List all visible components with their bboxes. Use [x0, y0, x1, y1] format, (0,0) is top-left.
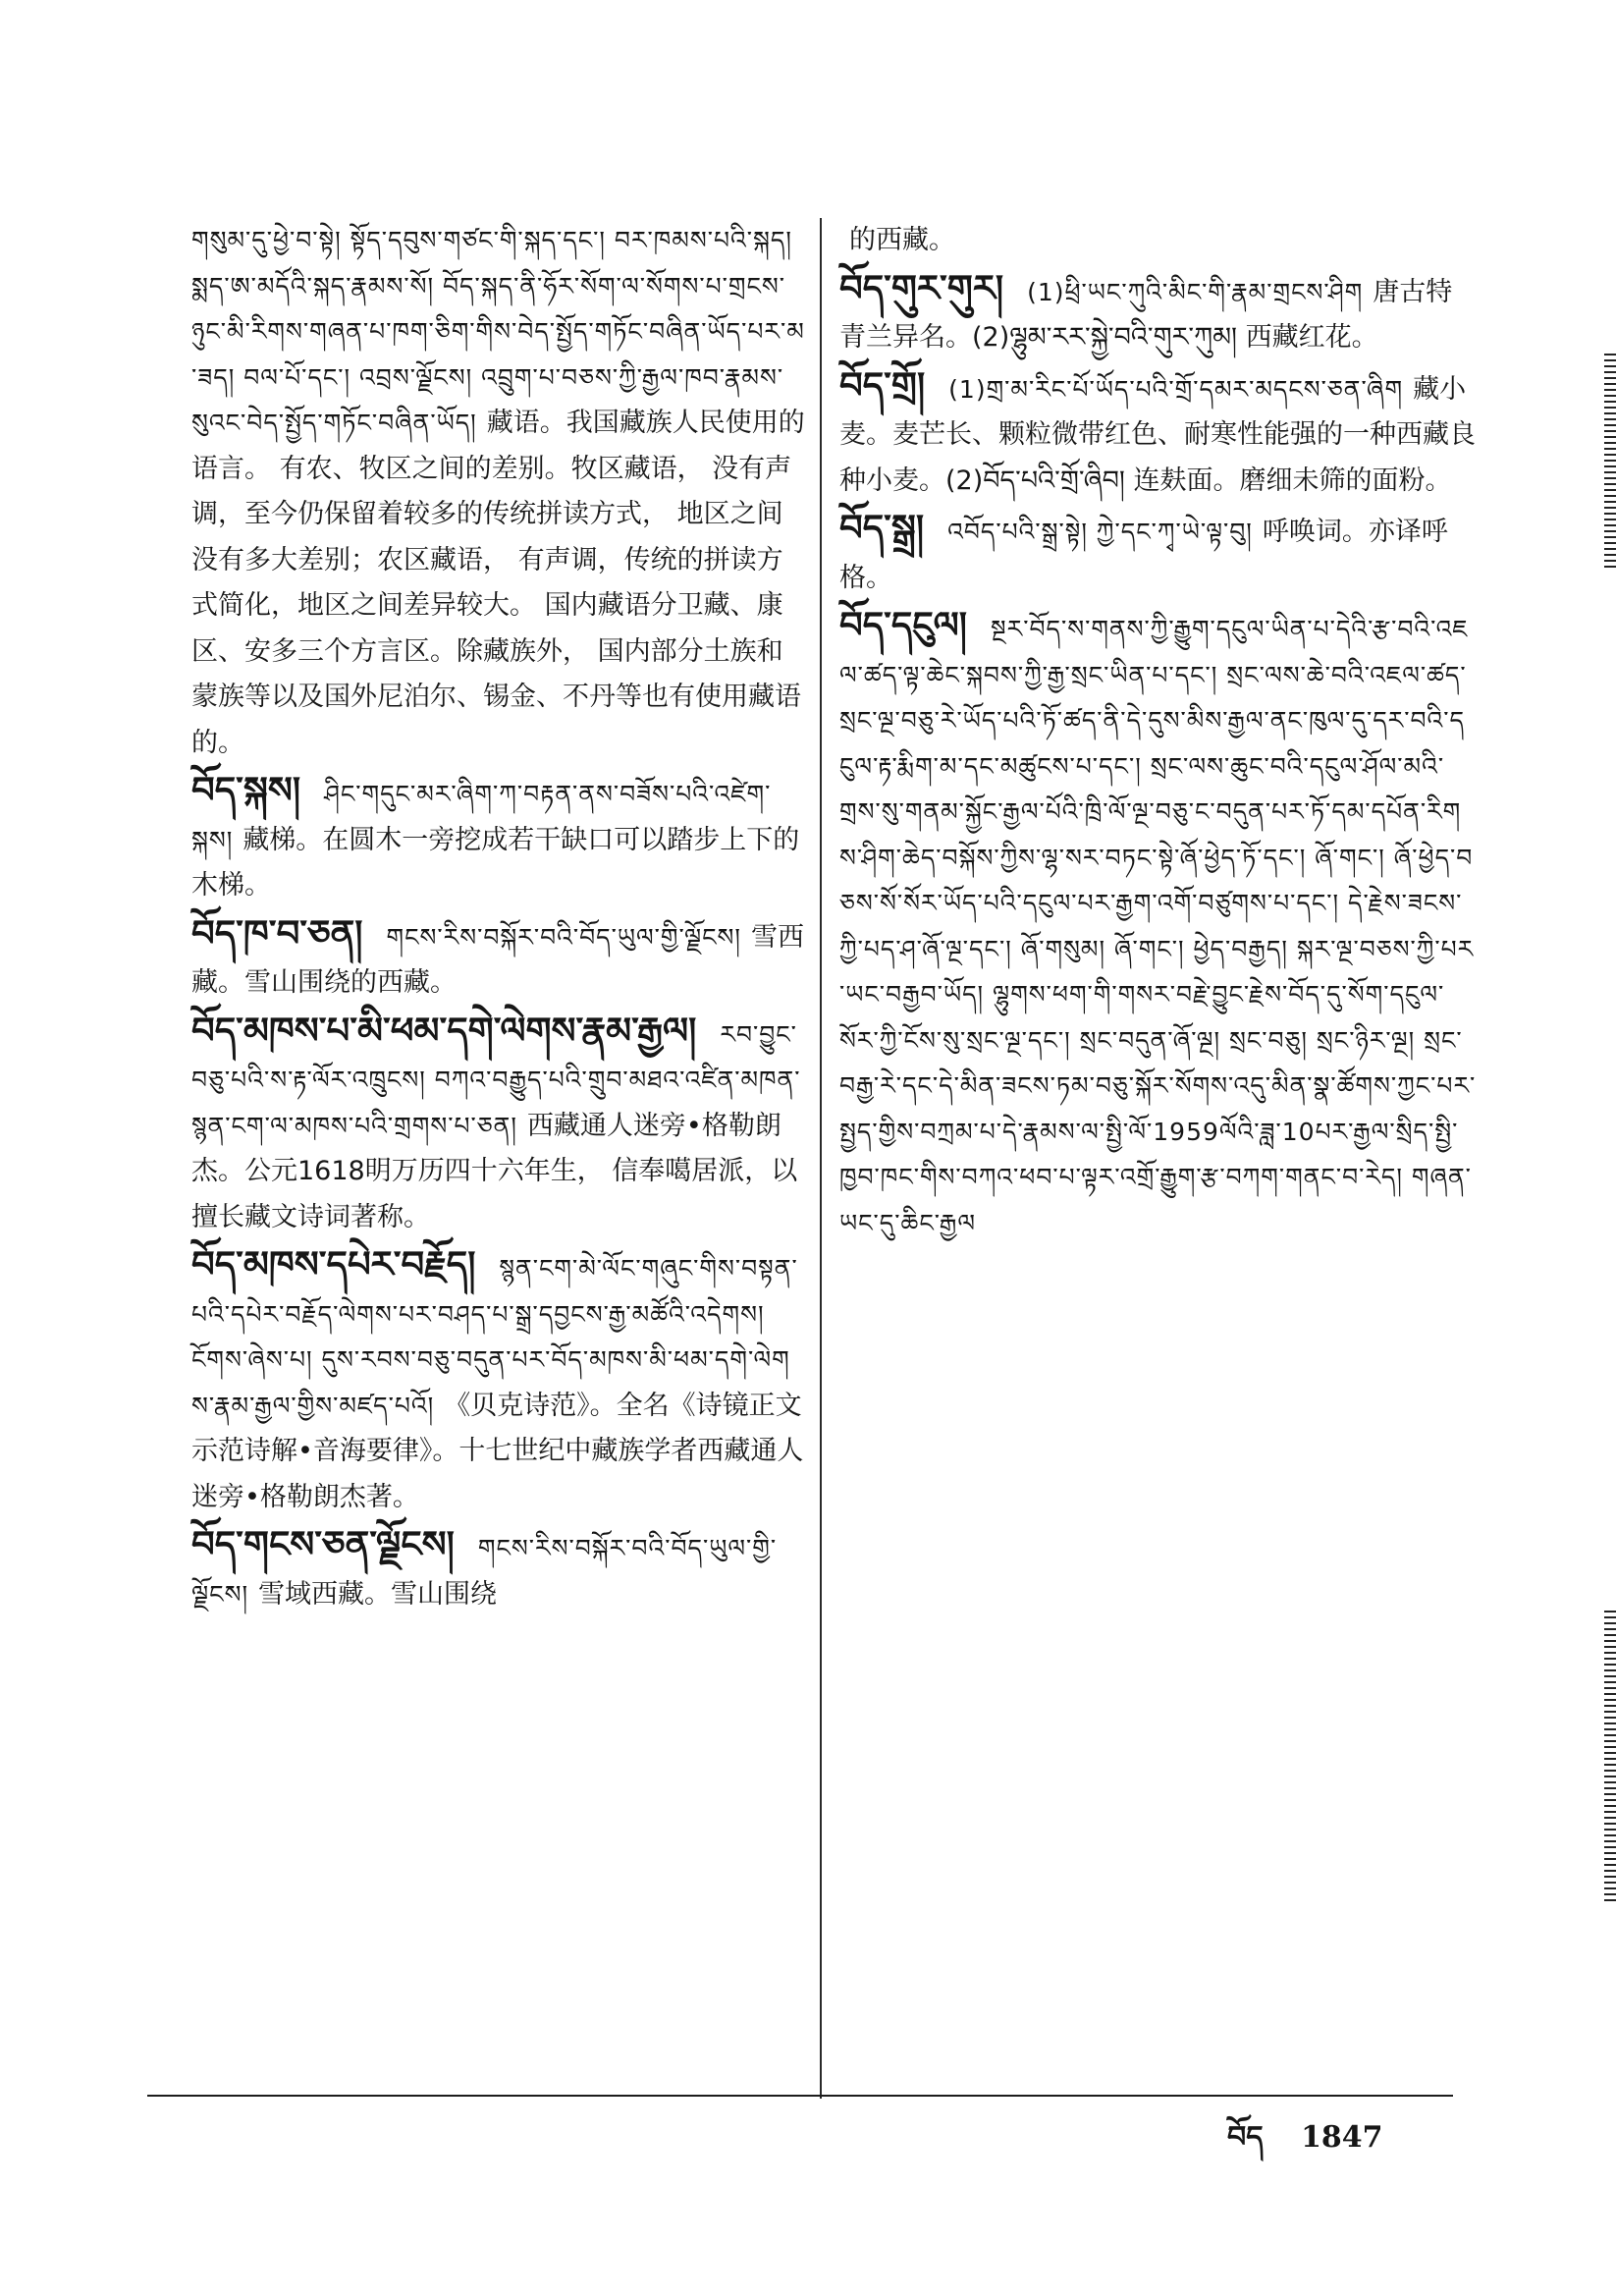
entry-tibetan-definition: གསུམ་དུ་ཕྱེ་བ་སྟེ། སྟོད་དབུས་གཙང་གི་སྐད་དང་། བར་ཁམས་པའི་སྐད། སྨད་ཨ་མདོའི་སྐད་རྣམས་སོ། བོད་སྐད་ནི་ཧོར་སོག་ལ་སོགས་པ་གྲངས་ཉུང་མི་རིགས་གཞན་པ་ཁག་ཅིག་གིས་བེད་སྤྱོད་གཏོང་བཞིན་ཡོད་པར་མ་ཟད། བལ་པོ་དང་། འབྲས་ལྗོངས། འབྲུག་པ་བཅས་ཀྱི་རྒྱལ་ཁབ་རྣམས་སུའང་བེད་སྤྱོད་གཏོང་བཞིན་ཡོད། [191, 226, 805, 437]
dictionary-entry [839, 266, 1478, 361]
column-divider [820, 218, 822, 2099]
dictionary-entry [191, 218, 805, 766]
running-head-word: བོད [1227, 2120, 1264, 2155]
entry-tibetan-definition: ཤིང་གདུང་མར་ཞིག་ཀ་བརྟན་ནས་བཟོས་པའི་འཛེག་སྐས། [191, 780, 772, 854]
entry-tibetan-definition: རབ་བྱུང་བཅུ་པའི་ས་རྟ་ལོར་འཁྲུངས། བཀའ་བརྒྱུད་པའི་གྲུབ་མཐའ་འཛིན་མཁན་སྙན་ངག་ལ་མཁས་པའི་གྲགས་པ་ཅན། [191, 1019, 801, 1140]
entry-tibetan-definition: གངས་རིས་བསྐོར་བའི་བོད་ཡུལ་གྱི་ལྗོངས། [386, 922, 741, 952]
entry-headword: བོད་སྐས། [191, 769, 301, 811]
entry-tibetan-definition: (1)ཕྲི་ཡང་ཀུའི་མིང་གི་རྣམ་གྲངས་ཤིག [1027, 277, 1364, 306]
entry-tibetan-definition: (1)གྲ་མ་རིང་པོ་ཡོད་པའི་གྲོ་དམར་མདངས་ཅན་ཞིག [948, 374, 1404, 404]
entry-chinese-definition: 藏小麦。麦芒长、颗粒微带红色、耐寒性能强的一种西藏良种小麦。(2)བོད་པའི་གྲོ་ཞིབ། 连麸面。磨细未筛的面粉。 [839, 373, 1476, 496]
entry-chinese-definition: 藏梯。在圆木一旁挖成若干缺口可以踏步上下的木梯。 [191, 824, 800, 901]
dictionary-entry [191, 1242, 805, 1520]
entry-tibetan-definition: འབོད་པའི་སྒྲ་སྟེ། ཀྱེ་དང་ཀྭ་ཡེ་ལྟ་བུ། [947, 518, 1253, 546]
entry-headword: བོད་གུར་གུར། [839, 266, 1004, 309]
entry-headword: བོད་ཁ་བ་ཅན། [191, 911, 363, 955]
dictionary-entry [191, 911, 805, 1007]
right-column [839, 218, 1478, 1248]
entry-tibetan-definition: སྙན་ངག་མེ་ལོང་གཞུང་གིས་བསྟན་པའི་དཔེར་བརྗོད་ལེགས་པར་བཤད་པ་སྒྲ་དབྱངས་རྒྱ་མཚོའི་འདེགས། ངོགས་ཞེས་པ། དུས་རབས་བཅུ་བདུན་པར་བོད་མཁས་མི་ཕམ་དགེ་ལེགས་རྣམ་རྒྱལ་གྱིས་མཛད་པའོ། [191, 1254, 798, 1420]
page-number: 1847 [1301, 2120, 1383, 2155]
left-column [191, 218, 805, 1619]
scan-edge-mark [1604, 354, 1616, 570]
dictionary-entry [839, 363, 1478, 505]
entry-headword: བོད་དངུལ། [839, 604, 968, 646]
entry-headword: བོད་སྒྲ། [839, 507, 925, 549]
dictionary-entry [191, 1009, 805, 1241]
dictionary-entry [839, 218, 1478, 264]
entry-chinese-definition: 西藏通人迷旁•格勒朗杰。公元1618明万历四十六年生， 信奉噶居派，以擅长藏文诗词著称。 [191, 1110, 798, 1232]
entry-chinese-definition: 的西藏。 [849, 225, 955, 255]
entry-headword: བོད་གངས་ཅན་ལྗོངས། [191, 1523, 455, 1565]
entry-chinese-definition: 藏语。我国藏族人民使用的语言。 有农、牧区之间的差别。牧区藏语， 没有声调，至今仍保留着较多的传统拼读方式， 地区之间没有多大差别；农区藏语， 有声调，传统的拼读方式简化，地区之间差异较大。 国内藏语分卫藏、康区、安多三个方言区。除藏族外， 国内部分土族和蒙族等以及国外尼泊尔、锡金、不丹等也有使用藏语的。 [191, 408, 805, 758]
entry-headword: བོད་མཁས་པ་མི་ཕམ་དགེ་ལེགས་རྣམ་རྒྱལ། [191, 1009, 697, 1052]
entry-chinese-definition: 雪域西藏。雪山围绕 [258, 1578, 498, 1610]
entry-chinese-definition: 唐古特青兰异名。(2)ལྷུམ་རར་སྐྱེ་བའི་གུར་ཀུམ། 西藏红花。 [839, 276, 1453, 353]
entry-chinese-definition: 《贝克诗范》。全名《诗镜正文示范诗解•音海要律》。十七世纪中藏族学者西藏通人迷旁•格勒朗杰著。 [191, 1390, 804, 1512]
entry-headword: བོད་གྲོ། [839, 363, 926, 407]
footer-rule [147, 2095, 1453, 2097]
entry-chinese-definition: 呼唤词。亦译呼格。 [839, 517, 1448, 593]
entry-tibetan-definition: སྔར་བོད་ས་གནས་ཀྱི་རྒྱུག་དངུལ་ཡིན་པ་དེའི་རྩ་བའི་འཇལ་ཚད་ལྟ་ཆེང་སྐབས་ཀྱི་རྒྱ་སྲང་ཡིན་པ་དང་། སྲང་ལས་ཆེ་བའི་འཇལ་ཚད་སྲང་ལྔ་བཅུ་རེ་ཡོད་པའི་ཏོ་ཚད་ནི་དེ་དུས་མིས་རྒྱལ་ནང་ཁུལ་དུ་དར་བའི་དངུལ་རྟ་རྨིག་མ་དང་མཚུངས་པ་དང་། སྲང་ལས་ཆུང་བའི་དངུལ་ཤོལ་མའི་གྲས་སུ་གནམ་སྐྱོང་རྒྱལ་པོའི་ཁྲི་ལོ་ལྔ་བཅུ་ང་བདུན་པར་ཏོ་དམ་དཔོན་རིགས་ཤིག་ཆེད་བསྐོས་ཀྱིས་ལྷ་སར་བཏང་སྟེ་ཞོ་ཕྱེད་ཏོ་དང་། ཞོ་གང་། ཞོ་ཕྱེད་བཅས་སོ་སོར་ཡོད་པའི་དངུལ་པར་རྒྱག་འགོ་བཙུགས་པ་དང་། དེ་རྗེས་ཟངས་ཀྱི་པད་ཤ་ཞོ་ལྔ་དང་། ཞོ་གསུམ། ཞོ་གང་། ཕྱེད་བརྒྱད། སྐར་ལྔ་བཅས་ཀྱི་པར་ཡང་བརྒྱབ་ཡོད། ལྷུགས་ཕག་གི་གསར་བརྗེ་བྱུང་རྗེས་བོད་དུ་སོག་དངུལ་སོར་ཀྱི་ངོས་སུ་སྲང་ལྔ་དང་། སྲང་བདུན་ཞོ་ལྔ། སྲང་བཅུ། སྲང་ཉིར་ལྔ། སྲང་བརྒྱ་རེ་དང་དེ་མིན་ཟངས་ཏམ་བཅུ་སྐོར་སོགས་འདུ་མིན་སྣ་ཚོགས་ཀྱང་པར་སྤྱད་གྱིས་བཀྲམ་པ་དེ་རྣམས་ལ་སྤྱི་ལོ་1959ལོའི་ཟླ་10པར་རྒྱལ་སྲིད་སྤྱི་ཁྱབ་ཁང་གིས་བཀའ་ཕབ་པ་ལྟར་འགྲོ་རྒྱུག་རྩ་བཀག་གནང་བ་རེད། གཞན་ཡང་དུ་ཆིང་རྒྱལ [839, 615, 1477, 1237]
scan-edge-mark [1604, 1611, 1616, 1905]
entry-chinese-definition: 雪西藏。雪山围绕的西藏。 [191, 921, 804, 998]
dictionary-entry [839, 506, 1478, 601]
dictionary-entry [191, 1522, 805, 1617]
dictionary-entry [839, 603, 1478, 1246]
dictionary-entry [191, 768, 805, 909]
entry-headword: བོད་མཁས་དཔེར་བརྗོད། [191, 1243, 476, 1285]
page-footer [1227, 2105, 1383, 2187]
entry-tibetan-definition: གངས་རིས་བསྐོར་བའི་བོད་ཡུལ་གྱི་ལྗོངས། [191, 1534, 778, 1609]
